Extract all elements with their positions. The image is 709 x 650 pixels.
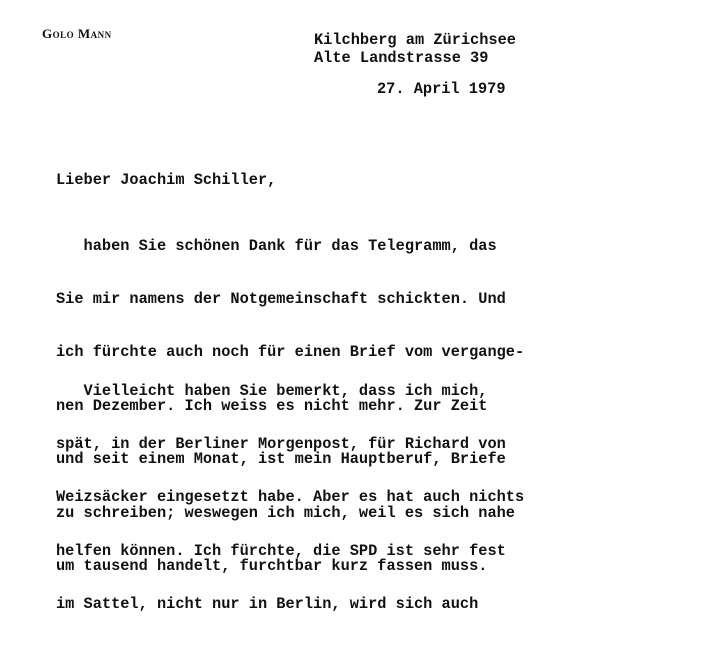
address-line-2: Alte Landstrasse 39 xyxy=(314,49,489,67)
salutation: Lieber Joachim Schiller, xyxy=(56,171,277,189)
paragraph-line: haben Sie schönen Dank für das Telegramm, das xyxy=(56,236,497,255)
paragraph-line: nen Dezember. Ich weiss es nicht mehr. Zur Zeit xyxy=(56,396,488,415)
address-line-1: Kilchberg am Zürichsee xyxy=(314,31,516,49)
paragraph-line: Sie mir namens der Notgemeinschaft schickten. Und xyxy=(56,289,506,308)
paragraph-line: zu schreiben; weswegen ich mich, weil es sich nahe xyxy=(56,503,515,522)
paragraph-line: spät, in der Berliner Morgenpost, für Richard von xyxy=(56,434,506,453)
paragraph-line: im Sattel, nicht nur in Berlin, wird sich auch xyxy=(56,595,479,614)
paragraph-line: Weizsäcker eingesetzt habe. Aber es hat auch nichts xyxy=(56,488,525,507)
paragraph-line: Vielleicht haben Sie bemerkt, dass ich mich, xyxy=(56,381,488,400)
letterhead-name: Golo Mann xyxy=(42,26,112,41)
paragraph-line: ich fürchte auch noch für einen Brief vom vergange- xyxy=(56,343,525,362)
letter-date: 27. April 1979 xyxy=(377,80,506,98)
paragraph-2 xyxy=(56,347,524,650)
paragraph-line: um tausend handelt, furchtbar kurz fassen muss. xyxy=(56,556,488,575)
paragraph-line: helfen können. Ich fürchte, die SPD ist sehr fest xyxy=(56,541,506,560)
paragraph-line: und seit einem Monat, ist mein Hauptberuf, Briefe xyxy=(56,450,506,469)
